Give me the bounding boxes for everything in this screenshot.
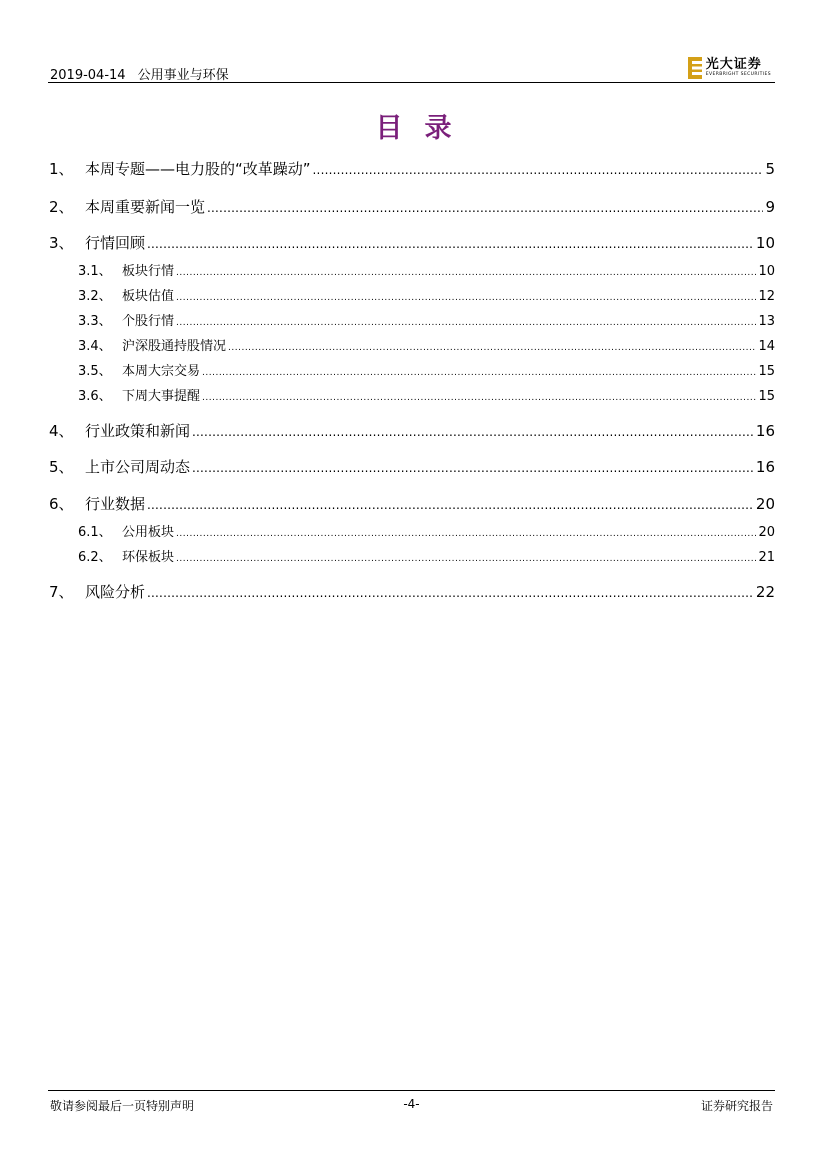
- toc-leader: [207, 201, 763, 215]
- toc-title: 沪深股通持股情况: [122, 339, 227, 354]
- toc-leader: [176, 318, 756, 328]
- toc-subentry[interactable]: [48, 360, 775, 378]
- toc-subentry[interactable]: [48, 310, 775, 328]
- toc-number: 1、: [49, 160, 74, 178]
- toc-entry[interactable]: [48, 493, 775, 513]
- toc-title: 上市公司周动态: [85, 458, 191, 476]
- toc-title: 本周大宗交易: [122, 364, 201, 379]
- logo-chinese-name: 光大证券: [705, 57, 762, 73]
- toc-page: 15: [758, 364, 775, 379]
- toc-entry[interactable]: [48, 158, 775, 178]
- toc-title: 本周重要新闻一览: [85, 198, 206, 216]
- toc-leader: [176, 268, 756, 278]
- toc-leader: [147, 498, 754, 512]
- toc-number: 6、: [49, 495, 74, 513]
- toc-title: 下周大事提醒: [122, 389, 201, 404]
- toc-entry[interactable]: [48, 581, 775, 601]
- toc-title: 板块估值: [122, 289, 175, 304]
- toc-entry[interactable]: [48, 420, 775, 440]
- header-info: [50, 64, 229, 83]
- everbright-logo-icon: [688, 57, 702, 79]
- toc-page: 5: [765, 160, 775, 178]
- toc-title: 公用板块: [122, 525, 175, 540]
- toc-leader: [147, 586, 754, 600]
- report-date: 2019-04-14: [50, 68, 126, 83]
- toc-number: 6.1、: [78, 525, 112, 540]
- toc-number: 5、: [49, 458, 74, 476]
- toc-title: 风险分析: [85, 583, 146, 601]
- toc-title: 本周专题——电力股的“改革躁动”: [85, 160, 311, 178]
- toc-subentry[interactable]: [48, 521, 775, 539]
- toc-subentry[interactable]: [48, 546, 775, 564]
- toc-subentry[interactable]: [48, 285, 775, 303]
- toc-number: 3.4、: [78, 339, 112, 354]
- toc-entry[interactable]: [48, 196, 775, 216]
- toc-title: 行业政策和新闻: [85, 422, 191, 440]
- toc-title: 个股行情: [122, 314, 175, 329]
- toc-leader: [176, 529, 756, 539]
- toc-subentry[interactable]: [48, 385, 775, 403]
- toc-page: 9: [765, 198, 775, 216]
- toc-page: 12: [758, 289, 775, 304]
- toc-number: 3.6、: [78, 389, 112, 404]
- toc-leader: [313, 163, 764, 177]
- toc-entry[interactable]: [48, 456, 775, 476]
- toc-page: 15: [758, 389, 775, 404]
- toc-number: 3.3、: [78, 314, 112, 329]
- toc-leader: [192, 425, 754, 439]
- toc-leader: [202, 393, 756, 403]
- footer-page-number: -4-: [403, 1097, 420, 1111]
- toc-page: 16: [755, 422, 775, 440]
- toc-leader: [192, 461, 754, 475]
- toc-title: 环保板块: [122, 550, 175, 565]
- toc-number: 6.2、: [78, 550, 112, 565]
- toc-leader: [147, 237, 754, 251]
- toc-title: 行业数据: [85, 495, 146, 513]
- toc-number: 3.5、: [78, 364, 112, 379]
- toc-page: 20: [755, 495, 775, 513]
- toc-title: 板块行情: [122, 264, 175, 279]
- toc-number: 7、: [49, 583, 74, 601]
- toc-subentry[interactable]: [48, 260, 775, 278]
- page-header: [48, 56, 775, 83]
- logo-english-name: EVERBRIGHT SECURITIES: [705, 72, 771, 78]
- toc-leader: [202, 368, 756, 378]
- toc-page: 22: [755, 583, 775, 601]
- toc-page: 14: [758, 339, 775, 354]
- page-footer: [48, 1090, 775, 1113]
- toc-subentry[interactable]: [48, 335, 775, 353]
- toc-leader: [228, 343, 756, 353]
- toc-number: 3、: [49, 234, 74, 252]
- toc-number: 2、: [49, 198, 74, 216]
- footer-disclaimer: 敬请参阅最后一页特别声明: [50, 1099, 195, 1113]
- toc-title: 行情回顾: [85, 234, 146, 252]
- toc-page: 20: [758, 525, 775, 540]
- report-sector: 公用事业与环保: [137, 68, 229, 83]
- toc-page: 21: [758, 550, 775, 565]
- toc-number: 3.1、: [78, 264, 112, 279]
- toc-page: 13: [758, 314, 775, 329]
- toc-page: 16: [755, 458, 775, 476]
- footer-report-type: 证券研究报告: [700, 1099, 773, 1113]
- toc-number: 3.2、: [78, 289, 112, 304]
- toc-entry[interactable]: [48, 232, 775, 252]
- toc-number: 4、: [49, 422, 74, 440]
- toc-leader: [176, 293, 756, 303]
- toc-leader: [176, 554, 756, 564]
- everbright-logo: [688, 56, 771, 80]
- page-title: 目录: [375, 113, 474, 144]
- toc-page: 10: [755, 234, 775, 252]
- toc-page: 10: [758, 264, 775, 279]
